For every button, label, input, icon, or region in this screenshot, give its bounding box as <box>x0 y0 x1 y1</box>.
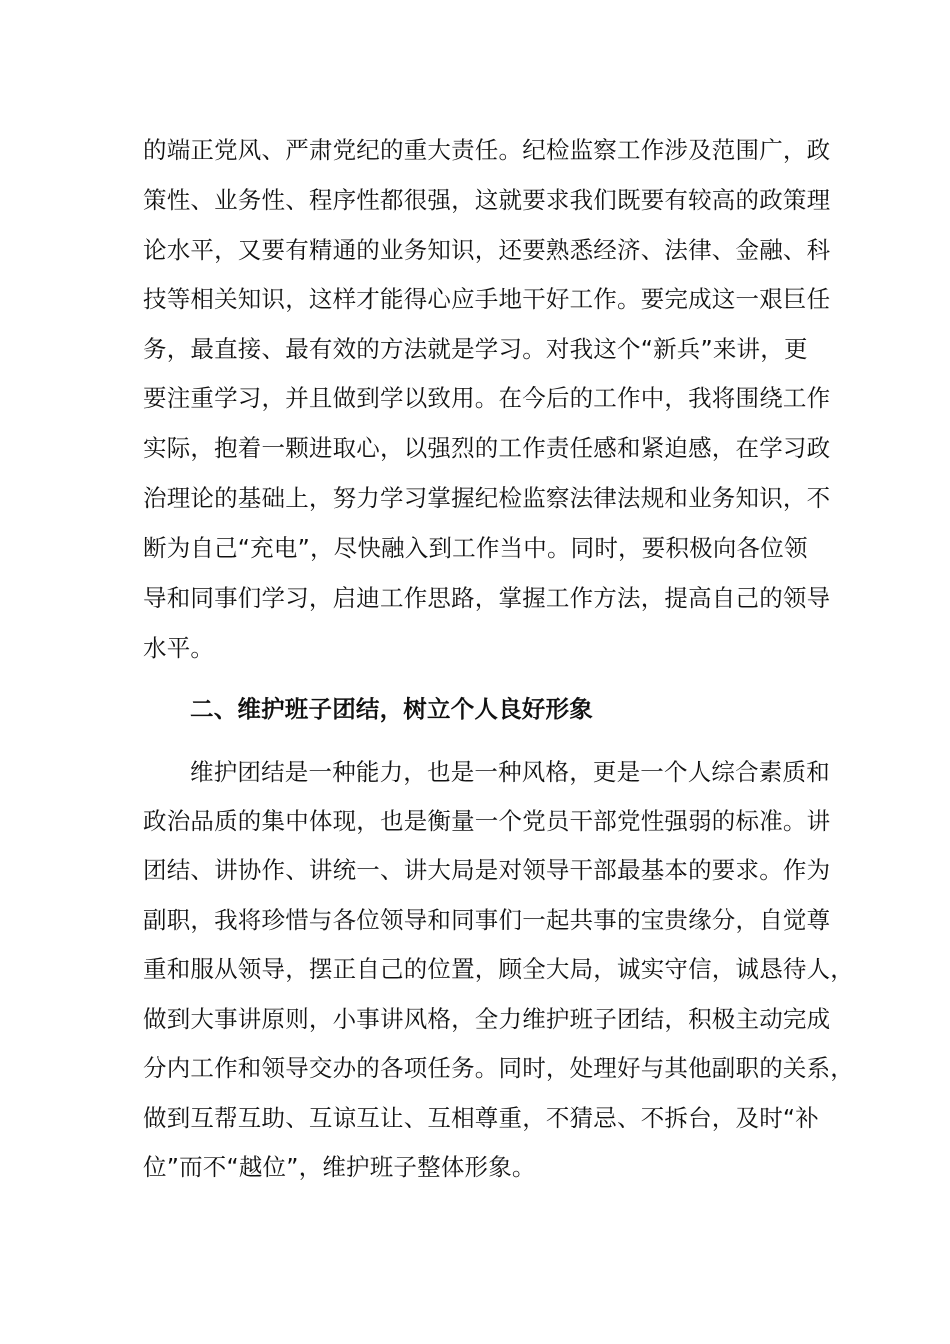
paragraph-line: 位”而不“越位”，维护班子整体形象。 <box>143 1153 536 1181</box>
paragraph-line: 的端正党风、严肃党纪的重大责任。纪检监察工作涉及范围广，政 <box>143 136 831 164</box>
paragraph-line: 分内工作和领导交办的各项任务。同时，处理好与其他副职的关系， <box>143 1054 854 1082</box>
paragraph-line: 做到互帮互助、互谅互让、互相尊重，不猜忌、不拆台，及时“补 <box>143 1104 819 1132</box>
paragraph-line: 重和服从领导，摆正自己的位置，顾全大局，诚实守信，诚恳待人， <box>143 955 854 983</box>
paragraph-line: 导和同事们学习，启迪工作思路，掌握工作方法，提高自己的领导 <box>143 584 831 612</box>
paragraph-line: 做到大事讲原则，小事讲风格，全力维护班子团结，积极主动完成 <box>143 1005 831 1033</box>
section-heading: 二、维护班子团结，树立个人良好形象 <box>190 695 593 723</box>
paragraph-line: 要注重学习，并且做到学以致用。在今后的工作中，我将围绕工作 <box>143 384 831 412</box>
paragraph-line: 技等相关知识，这样才能得心应手地干好工作。要完成这一艰巨任 <box>143 285 831 313</box>
paragraph-line: 治理论的基础上，努力学习掌握纪检监察法律法规和业务知识，不 <box>143 484 831 512</box>
paragraph-line: 政治品质的集中体现，也是衡量一个党员干部党性强弱的标准。讲 <box>143 807 831 835</box>
paragraph-line: 断为自己“充电”，尽快融入到工作当中。同时，要积极向各位领 <box>143 534 808 562</box>
paragraph-line: 策性、业务性、程序性都很强，这就要求我们既要有较高的政策理 <box>143 186 831 214</box>
paragraph-line: 水平。 <box>143 634 215 662</box>
paragraph-line: 团结、讲协作、讲统一、讲大局是对领导干部最基本的要求。作为 <box>143 856 831 884</box>
paragraph-line: 务，最直接、最有效的方法就是学习。对我这个“新兵”来讲，更 <box>143 335 808 363</box>
paragraph-line: 论水平，又要有精通的业务知识，还要熟悉经济、法律、金融、科 <box>143 236 831 264</box>
paragraph-line: 实际，抱着一颗进取心，以强烈的工作责任感和紧迫感，在学习政 <box>143 434 831 462</box>
paragraph-line: 副职，我将珍惜与各位领导和同事们一起共事的宝贵缘分，自觉尊 <box>143 906 831 934</box>
paragraph-line: 维护团结是一种能力，也是一种风格，更是一个人综合素质和 <box>190 758 830 786</box>
